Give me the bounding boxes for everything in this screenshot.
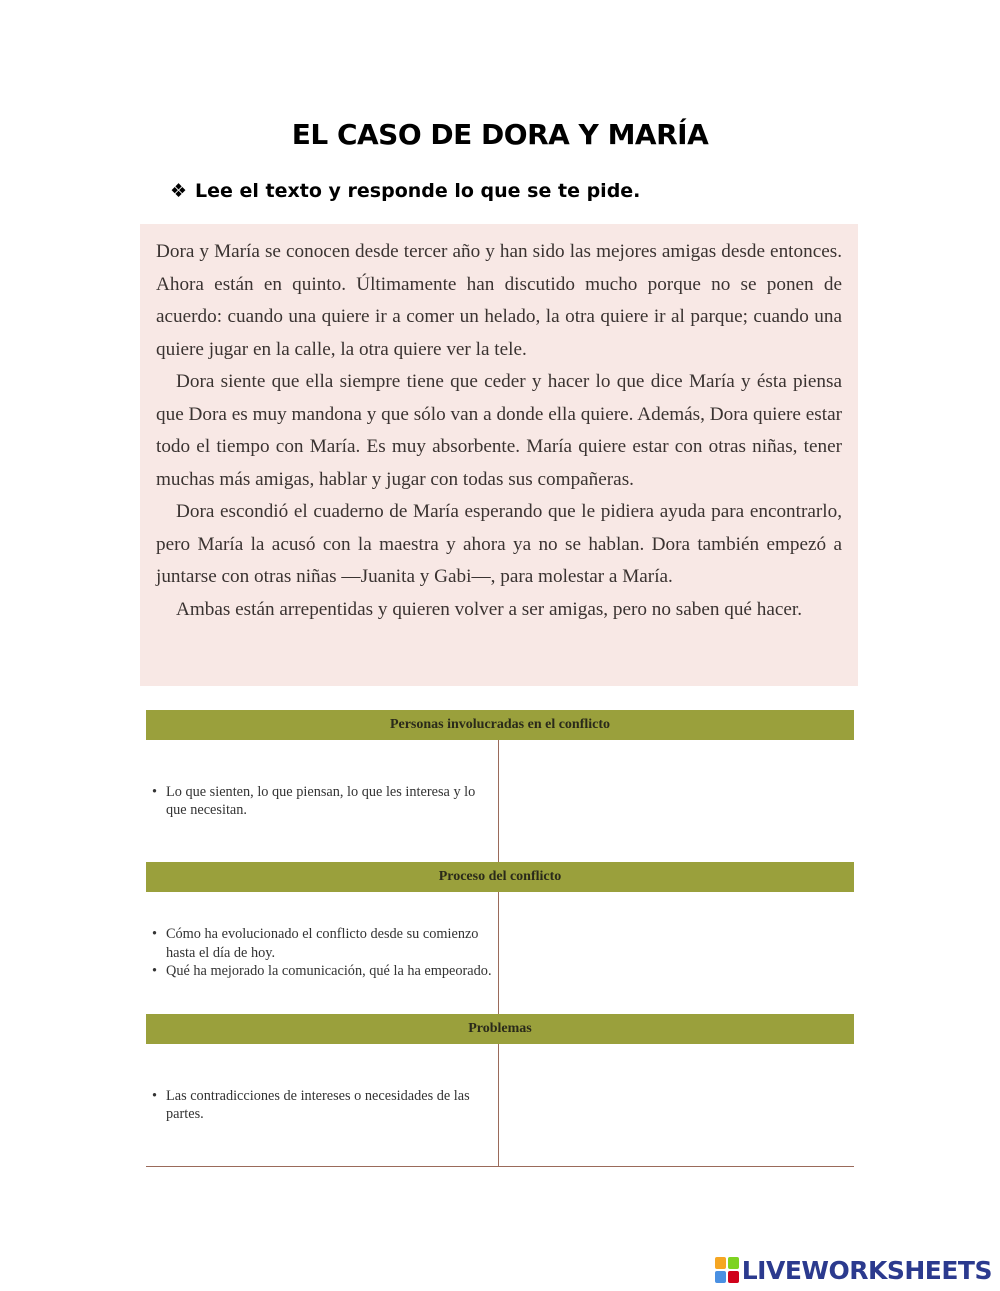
conflict-analysis-table bbox=[146, 710, 854, 1167]
answer-cell-problemas[interactable] bbox=[499, 1044, 854, 1166]
prompt-cell bbox=[146, 740, 499, 862]
section-header-proceso: Proceso del conflicto bbox=[146, 862, 854, 892]
liveworksheets-logo-icon bbox=[715, 1257, 739, 1283]
reading-passage bbox=[140, 224, 858, 686]
section-header-problemas: Problemas bbox=[146, 1014, 854, 1044]
prompt-bullet: • Qué ha mejorado la comunicación, qué la ha empeorado. bbox=[152, 962, 498, 981]
liveworksheets-logo bbox=[715, 1254, 992, 1286]
paragraph: Dora siente que ella siempre tiene que ceder y hacer lo que dice María y ésta piensa que Dora es muy mandona y que sólo van a donde ella quiere. Además, Dora quiere estar todo el tiempo con María. Es muy absorbente. María quiere estar con otras niñas, tener muchas más amigas, hablar y jugar con todas sus compañeras. bbox=[156, 371, 842, 490]
paragraph: Dora escondió el cuaderno de María esperando que le pidiera ayuda para encontrarlo, pero María la acusó con la maestra y ahora ya no se hablan. Dora también empezó a juntarse con otras niñas —Juanita y Gabi—, para molestar a María. bbox=[156, 501, 842, 587]
logo-square bbox=[728, 1271, 739, 1283]
answer-cell-personas[interactable] bbox=[499, 740, 854, 862]
prompt-cell bbox=[146, 892, 499, 1014]
prompt-bullet: • Lo que sienten, lo que piensan, lo que les interesa y lo que necesitan. bbox=[152, 783, 498, 820]
logo-square bbox=[728, 1257, 739, 1269]
section-header-personas: Personas involucradas en el conflicto bbox=[146, 710, 854, 740]
section-row-personas bbox=[146, 740, 854, 862]
section-row-proceso bbox=[146, 892, 854, 1014]
prompt-cell bbox=[146, 1044, 499, 1166]
prompt-bullet: • Cómo ha evolucionado el conflicto desde su comienzo hasta el día de hoy. bbox=[152, 925, 498, 962]
instruction bbox=[170, 180, 640, 202]
logo-square bbox=[715, 1271, 726, 1283]
answer-cell-proceso[interactable] bbox=[499, 892, 854, 1014]
paragraph: Ambas están arrepentidas y quieren volver a ser amigas, pero no saben qué hacer. bbox=[176, 598, 803, 620]
page-title: EL CASO DE DORA Y MARÍA bbox=[291, 118, 709, 151]
instruction-text: Lee el texto y responde lo que se te pide. bbox=[195, 180, 641, 202]
section-row-problemas bbox=[146, 1044, 854, 1167]
diamond-bullet-icon: ❖ bbox=[170, 180, 188, 202]
logo-text: LIVEWORKSHEETS bbox=[741, 1255, 992, 1285]
logo-square bbox=[715, 1257, 726, 1269]
paragraph: Dora y María se conocen desde tercer año y han sido las mejores amigas desde entonces. Ahora están en quinto. Últimamente han discutido mucho porque no se ponen de acuerdo: cuando una quiere ir a comer un helado, la otra quiere ir al parque; cuando una quiere jugar en la calle, la otra quiere ver la tele. bbox=[156, 241, 842, 360]
prompt-bullet: • Las contradicciones de intereses o necesidades de las partes. bbox=[152, 1087, 498, 1124]
